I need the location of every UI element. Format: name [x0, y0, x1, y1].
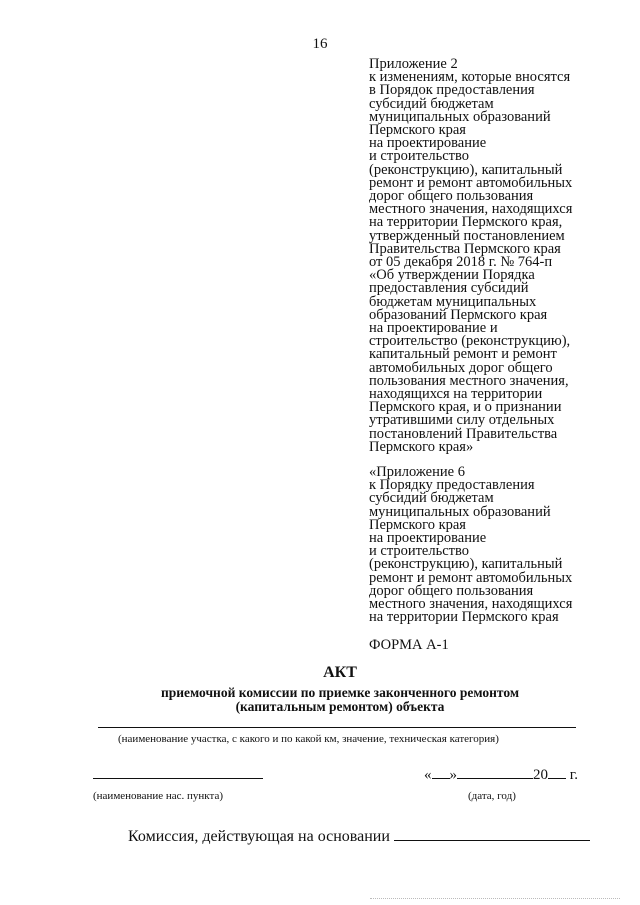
annex-2-line: Пермского края» — [369, 438, 474, 455]
annex-2-header — [369, 58, 609, 454]
annex-2-line: постановлений Правительства — [369, 425, 558, 442]
annex-6-line: к Порядку предоставления — [369, 477, 535, 494]
annex-6-line: «Приложение 6 — [369, 464, 465, 480]
year-prefix: 20 — [533, 767, 548, 783]
annex-2-line: автомобильных дорог общего — [369, 359, 553, 376]
annex-2-line: строительство (реконструкцию), — [369, 333, 571, 350]
annex-2-line: утратившими силу отдельных — [369, 412, 555, 429]
annex-2-line: к изменениям, которые вносятся — [369, 69, 571, 86]
annex-2-line: утвержденный постановлением — [369, 227, 565, 244]
document-title: АКТ — [323, 664, 357, 681]
annex-2-line: находящихся на территории — [369, 386, 543, 403]
year-suffix: г. — [569, 767, 578, 783]
annex-6-line: дорог общего пользования — [369, 582, 534, 599]
document-subtitle — [0, 686, 640, 714]
annex-6-line: на проектирование — [369, 530, 487, 547]
commission-basis-blank — [394, 826, 590, 841]
annex-2-line: на проектирование — [369, 135, 487, 152]
annex-6-line: Пермского края — [369, 516, 466, 533]
annex-6-line: субсидий бюджетам — [369, 490, 494, 507]
annex-2-line: и строительство — [369, 148, 469, 165]
annex-2-line: от 05 декабря 2018 г. № 764-п — [369, 254, 553, 271]
annex-2-line: бюджетам муниципальных — [369, 293, 537, 310]
annex-6-line: на территории Пермского края — [369, 609, 559, 626]
annex-2-line: образований Пермского края — [369, 306, 548, 323]
annex-6-line: муниципальных образований — [369, 503, 551, 520]
annex-2-line: на проектирование и — [369, 320, 498, 337]
annex-2-line: пользования местного значения, — [369, 372, 569, 389]
day-blank — [432, 766, 450, 779]
annex-2-line: предоставления субсидий — [369, 280, 529, 297]
annex-6-line: и строительство — [369, 543, 469, 560]
form-label: ФОРМА А-1 — [369, 637, 449, 653]
scan-artifact — [370, 898, 620, 902]
settlement-name-caption: (наименование нас. пункта) — [93, 790, 223, 802]
settlement-name-line — [93, 778, 263, 779]
section-name-line — [98, 727, 576, 728]
page-number: 16 — [312, 36, 328, 52]
annex-2-line: «Об утверждении Порядка — [369, 267, 535, 284]
annex-2-line: Приложение 2 — [369, 56, 458, 72]
subtitle-line-2: (капитальным ремонтом) объекта — [235, 699, 445, 714]
annex-2-line: капитальный ремонт и ремонт — [369, 346, 557, 363]
year-blank — [548, 766, 566, 779]
annex-2-line: муниципальных образований — [369, 108, 551, 125]
annex-2-line: дорог общего пользования — [369, 188, 534, 205]
annex-2-line: Пермского края, и о признании — [369, 399, 562, 416]
commission-text: Комиссия, действующая на основании — [128, 828, 390, 845]
annex-2-line: на территории Пермского края, — [369, 214, 563, 231]
annex-2-line: Правительства Пермского края — [369, 240, 561, 257]
annex-6-line: местного значения, находящихся — [369, 596, 573, 613]
annex-6-line: (реконструкцию), капитальный — [369, 556, 563, 573]
date-open-quote: « — [424, 767, 432, 783]
annex-6-line: ремонт и ремонт автомобильных — [369, 569, 573, 586]
month-blank — [457, 766, 533, 779]
annex-2-line: (реконструкцию), капитальный — [369, 161, 563, 178]
date-caption: (дата, год) — [468, 790, 516, 802]
section-name-caption: (наименование участка, с какого и по какой км, значение, техническая категория) — [118, 733, 499, 745]
annex-2-line: ремонт и ремонт автомобильных — [369, 174, 573, 191]
commission-line — [128, 826, 590, 846]
subtitle-line-1: приемочной комиссии по приемке законченного ремонтом — [160, 685, 520, 700]
annex-2-line: местного значения, находящихся — [369, 201, 573, 218]
date-field — [424, 766, 578, 784]
date-close-quote: » — [449, 767, 457, 783]
annex-6-header — [369, 466, 609, 624]
annex-2-line: субсидий бюджетам — [369, 95, 494, 112]
annex-2-line: в Порядок предоставления — [369, 82, 535, 99]
annex-2-line: Пермского края — [369, 122, 466, 139]
